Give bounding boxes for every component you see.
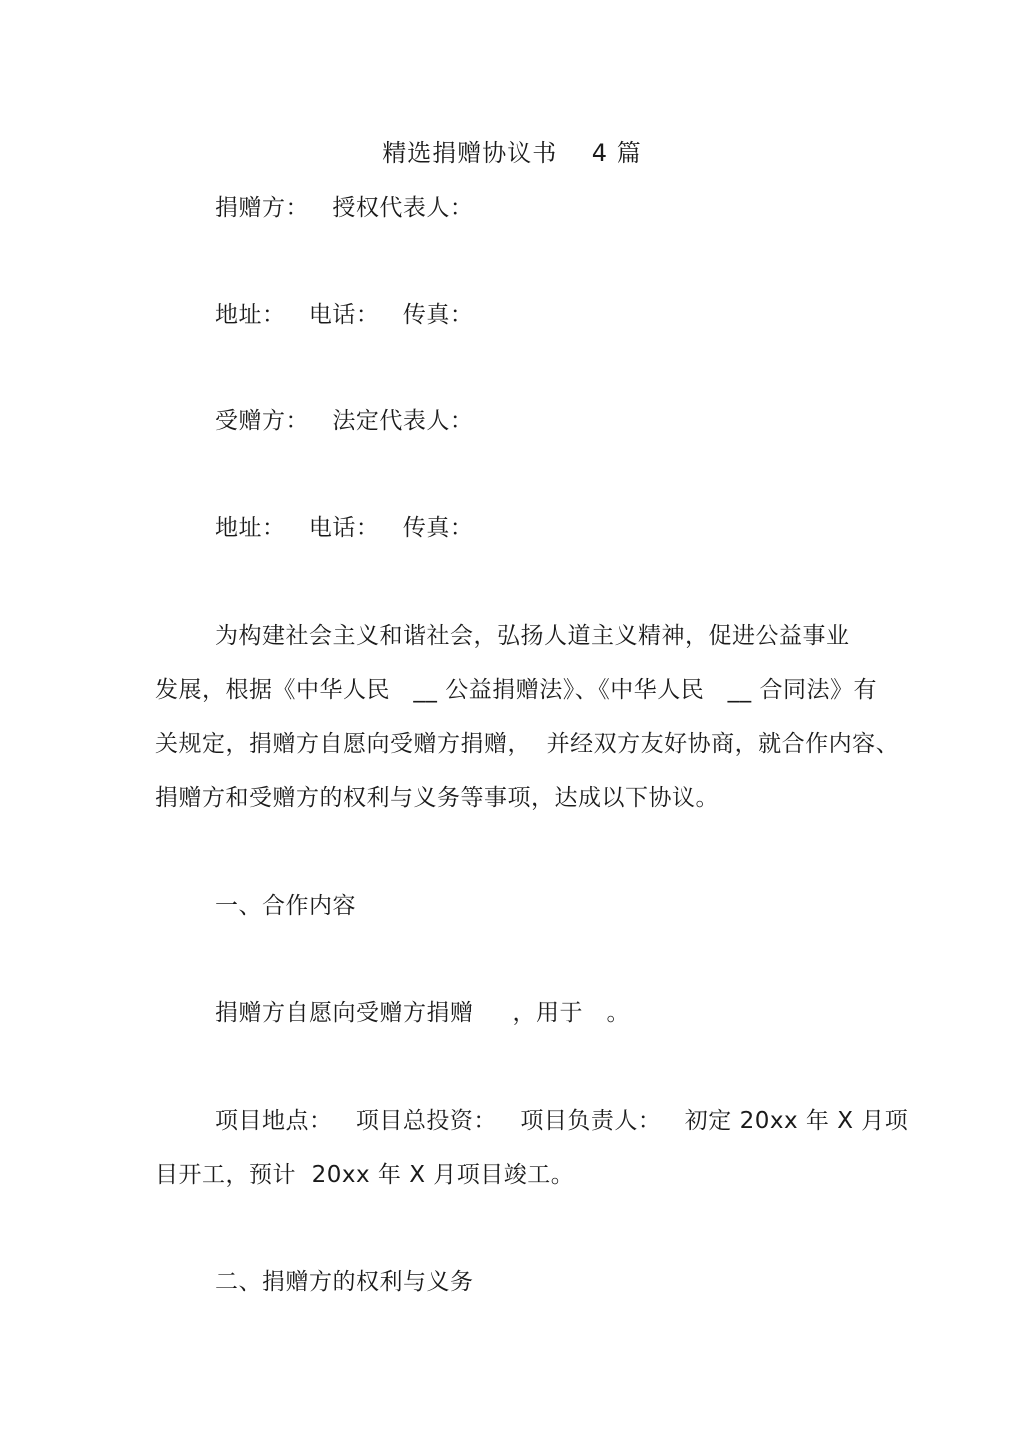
donor-contact-line: 地址： 电话： 传真： [215,302,474,328]
section-1-heading: 一、合作内容 [215,893,356,919]
recipient-contact-line: 地址： 电话： 传真： [215,515,474,541]
project-line-2: 目开工，预计 20xx 年 X 月项目竣工。 [155,1162,575,1188]
recipient-line: 受赠方： 法定代表人： [215,408,474,434]
preamble-line-2: 发展，根据《中华人民 __ 公益捐赠法》、《中华人民 __ 合同法》有 [155,677,877,703]
document-title: 精选捐赠协议书 4 篇 [382,139,642,167]
preamble-line-4: 捐赠方和受赠方的权利与义务等事项，达成以下协议。 [155,785,719,811]
project-line-1: 项目地点： 项目总投资： 项目负责人： 初定 20xx 年 X 月项 [215,1108,909,1134]
preamble-line-1: 为构建社会主义和谐社会，弘扬人道主义精神，促进公益事业 [215,623,850,649]
preamble-line-3: 关规定，捐赠方自愿向受赠方捐赠， 并经双方友好协商，就合作内容、 [155,731,900,757]
donor-line: 捐赠方： 授权代表人： [215,195,474,221]
section-2-heading: 二、捐赠方的权利与义务 [215,1269,474,1295]
section-1-text: 捐赠方自愿向受赠方捐赠 ，用于 。 [215,1000,630,1026]
